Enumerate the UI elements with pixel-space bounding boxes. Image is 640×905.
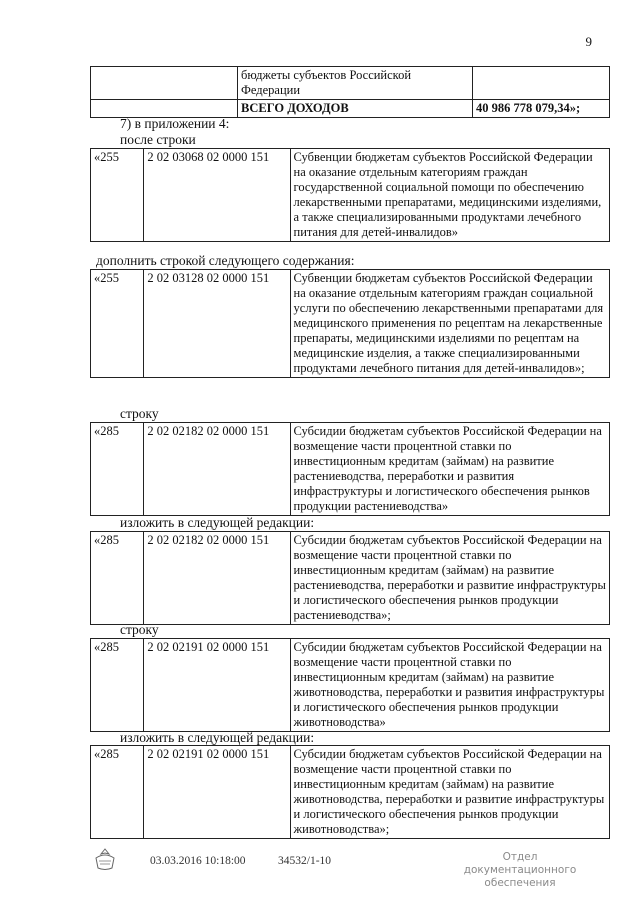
table-row <box>91 270 610 378</box>
restate-label-b: изложить в следующей редакции: <box>120 730 315 745</box>
budget-code: 2 02 03068 02 0000 151 <box>144 149 290 242</box>
entry-table-3 <box>90 422 610 516</box>
entry-table-4 <box>90 531 610 625</box>
after-row-label: после строки <box>120 132 196 147</box>
entry-description: Субвенции бюджетам субъектов Российской Федерации на оказание отдельным категориям граждан государственной социальной помощи по обеспечению лекарственными препаратами, медицинскими изделиями, а также специализированными продуктами лечебного питания для детей-инвалидов» <box>290 149 609 242</box>
revenue-summary-table <box>90 66 610 118</box>
emblem-icon <box>90 846 120 874</box>
row-label-a: строку <box>120 406 159 421</box>
total-label: ВСЕГО ДОХОДОВ <box>238 100 473 118</box>
table-row <box>91 532 610 625</box>
admin-code: «285 <box>91 423 144 516</box>
restate-label-a: изложить в следующей редакции: <box>120 515 315 530</box>
appendix-heading: 7) в приложении 4: <box>120 116 230 131</box>
entry-table-6 <box>90 745 610 839</box>
admin-code: «285 <box>91 746 144 839</box>
entry-description: Субсидии бюджетам субъектов Российской Федерации на возмещение части процентной ставки по инвестиционным кредитам (займам) на развитие животноводства, переработки и развития инфраструктуры и логистического обеспечения рынков продукции животноводства» <box>290 639 609 732</box>
table-row <box>91 100 610 118</box>
total-value: 40 986 778 079,34»; <box>473 100 610 118</box>
row-label-b: строку <box>120 622 159 637</box>
admin-code: «285 <box>91 639 144 732</box>
stamp-line-2: обеспечения <box>484 877 556 889</box>
table-row <box>91 746 610 839</box>
add-row-label: дополнить строкой следующего содержания: <box>96 253 355 268</box>
admin-code: «255 <box>91 149 144 242</box>
budget-code: 2 02 02191 02 0000 151 <box>144 639 290 732</box>
stamp-line-1: Отдел документационного <box>463 851 577 876</box>
entry-description: Субсидии бюджетам субъектов Российской Федерации на возмещение части процентной ставки по инвестиционным кредитам (займам) на развитие животноводства, переработки и развитие инфраструктуры и логистического обеспечения рынков продукции животноводства»; <box>290 746 609 839</box>
budget-code: 2 02 02191 02 0000 151 <box>144 746 290 839</box>
budget-description: бюджеты субъектов Российской Федерации <box>238 67 473 100</box>
admin-code: «285 <box>91 532 144 625</box>
budget-code: 2 02 02182 02 0000 151 <box>144 423 290 516</box>
budget-code: 2 02 03128 02 0000 151 <box>144 270 290 378</box>
table-row <box>91 67 610 100</box>
entry-description: Субвенции бюджетам субъектов Российской Федерации на оказание отдельным категориям граждан социальной услуги по обеспечению лекарственными препаратами для медицинского применения по рецептам на лекарственные препараты, медицинскими изделиями по рецептам на медицинские изделия, а также специализированными продуктами лечебного питания для детей-инвалидов»; <box>290 270 609 378</box>
footer-timestamp: 03.03.2016 10:18:00 <box>150 855 246 867</box>
table-row <box>91 149 610 242</box>
budget-code: 2 02 02182 02 0000 151 <box>144 532 290 625</box>
entry-description: Субсидии бюджетам субъектов Российской Федерации на возмещение части процентной ставки по инвестиционным кредитам (займам) на развитие растениеводства, переработки и развитие инфраструктуры и логистического обеспечения рынков продукции растениеводства»; <box>290 532 609 625</box>
table-row <box>91 423 610 516</box>
entry-table-2 <box>90 269 610 378</box>
table-row <box>91 639 610 732</box>
page-number: 9 <box>585 34 592 49</box>
footer-registration-number: 34532/1-10 <box>278 855 332 867</box>
entry-description: Субсидии бюджетам субъектов Российской Федерации на возмещение части процентной ставки по инвестиционным кредитам (займам) на развитие растениеводства, переработки и развития инфраструктуры и логистического обеспечения рынков продукции растениеводства» <box>290 423 609 516</box>
admin-code: «255 <box>91 270 144 378</box>
entry-table-1 <box>90 148 610 242</box>
entry-table-5 <box>90 638 610 732</box>
department-stamp <box>445 851 595 890</box>
